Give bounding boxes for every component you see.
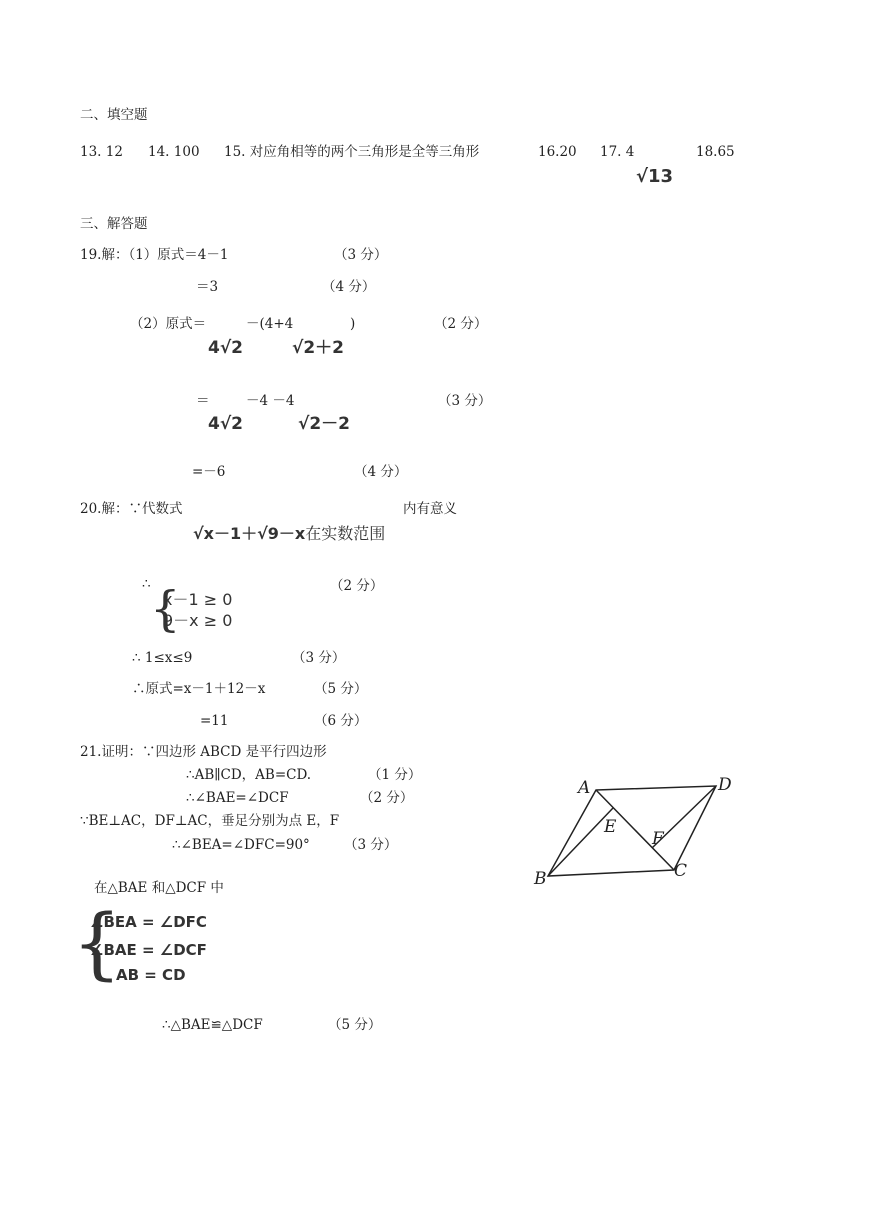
q21-line6: 在△BAE 和△DCF 中 [94, 880, 224, 896]
q21-line3: ∴∠BAE=∠DCF [186, 790, 289, 806]
q19-score1: （3 分） [334, 247, 388, 263]
q21-condition1: ∠BEA = ∠DFC [90, 913, 207, 931]
label-d: D [718, 775, 732, 795]
q20-system-line2: 9－x ≥ 0 [163, 611, 233, 630]
answer-13: 13. 12 [80, 144, 123, 160]
q19-part2-close: ) [350, 316, 356, 332]
q21-score7: （5 分） [328, 1017, 382, 1033]
q21-score3: （2 分） [360, 790, 414, 806]
q20-score5: （6 分） [314, 713, 368, 729]
q20-line1-tail: 内有意义 [403, 501, 457, 517]
q21-line2: ∴AB∥CD，AB=CD. [186, 767, 312, 783]
q21-score5: （3 分） [344, 837, 398, 853]
parallelogram-figure [528, 768, 748, 890]
q21-condition-brace: { [72, 899, 122, 989]
q21-condition2: ∠BAE = ∠DCF [90, 941, 207, 959]
answer-17: 17. 4 [600, 144, 635, 160]
q19-part2-head: （2）原式＝ [130, 316, 207, 332]
q20-expression: √x－1＋√9－x在实数范围 [193, 524, 386, 543]
label-b: B [534, 869, 547, 889]
q21-line4: ∵BE⊥AC，DF⊥AC，垂足分别为点 E，F [80, 813, 340, 829]
answer-18: 18.65 [696, 144, 735, 160]
q21-condition3: AB = CD [116, 966, 186, 984]
q19-math-4root2-b: 4√2 [208, 414, 243, 434]
label-c: C [674, 861, 688, 881]
section3-title: 三、解答题 [80, 216, 148, 232]
q20-therefore: ∴ [142, 576, 151, 592]
q21-line1: 21.证明：∵四边形 ABCD 是平行四边形 [80, 744, 327, 760]
answer-15: 15. 对应角相等的两个三角形是全等三角形 [224, 144, 480, 160]
q20-line3: ∴ 1≤x≤9 [132, 650, 193, 666]
q19-score4: （3 分） [438, 393, 492, 409]
q20-system-brace: { [150, 581, 181, 637]
q19-score3: （2 分） [434, 316, 488, 332]
section2-title: 二、填空题 [80, 107, 148, 123]
q20-score1: （2 分） [330, 578, 384, 594]
q19-score2: （4 分） [322, 279, 376, 295]
q19-math-4root2-a: 4√2 [208, 338, 243, 358]
q19-part2-mid: －(4+4 [246, 316, 294, 332]
q20-system-line1: x－1 ≥ 0 [163, 590, 233, 609]
label-a: A [578, 778, 591, 798]
label-f: F [652, 829, 664, 849]
q21-line7: ∴△BAE≌△DCF [162, 1017, 263, 1033]
q20-line5: =11 [200, 713, 229, 729]
q19-line4-mid: －4 －4 [246, 393, 295, 409]
q19-line4: ＝ [196, 393, 210, 409]
q20-score3: （3 分） [292, 650, 346, 666]
q20-line1: 20.解：∵代数式 [80, 501, 183, 517]
label-e: E [604, 817, 617, 837]
q21-score2: （1 分） [368, 767, 422, 783]
q19-math-root2-minus2: √2－2 [298, 414, 350, 434]
q19-line2: ＝3 [196, 279, 219, 295]
q20-score4: （5 分） [314, 681, 368, 697]
q21-line5: ∴∠BEA=∠DFC=90° [172, 837, 310, 853]
answer-17-root: √13 [636, 166, 674, 187]
parallelogram-abcd [548, 786, 716, 876]
q19-math-root2-plus2: √2＋2 [292, 338, 344, 358]
q19-score5: （4 分） [354, 464, 408, 480]
answer-16: 16.20 [538, 144, 577, 160]
q20-line4: ∴原式=x－1＋12－x [132, 681, 266, 697]
q19-line5: =－6 [192, 464, 226, 480]
answer-14: 14. 100 [148, 144, 200, 160]
q19-line1: 19.解：（1）原式＝4－1 [80, 247, 229, 263]
